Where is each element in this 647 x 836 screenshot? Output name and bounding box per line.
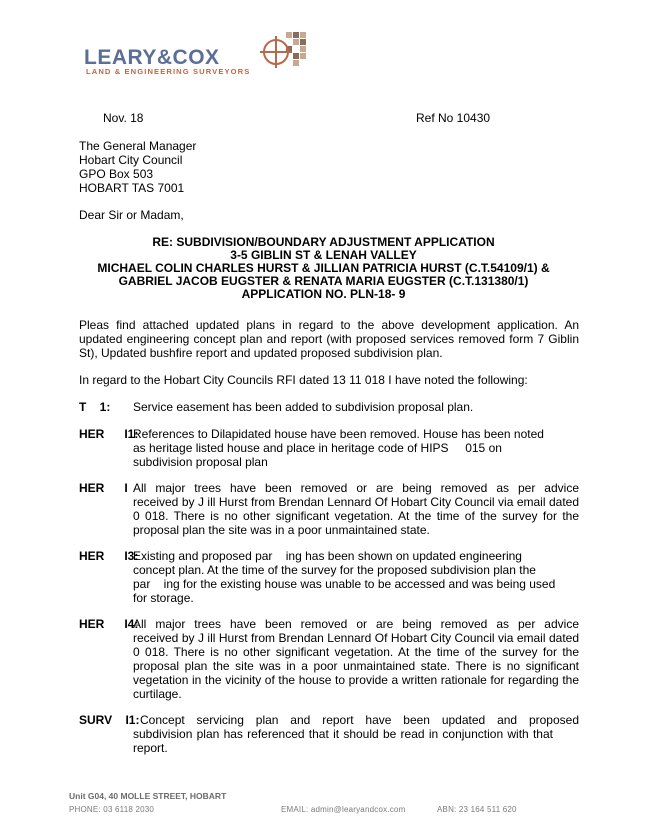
subject-line: APPLICATION NO. PLN-18- 9 [241,287,406,301]
item-text: Concept servicing plan and report have been updated and proposed [140,713,579,727]
item-code: HER I1: [79,427,139,441]
item-text: All major trees have been removed or are being removed as per advice [133,617,579,631]
item-text: All major trees have been removed or are being removed as per advice [133,481,579,495]
subject-line: 3-5 GIBLIN ST & LENAH VALLEY [230,248,417,262]
item-code: HER I [79,481,128,495]
logo-wordmark: LEARY&COX [84,46,220,69]
salutation: Dear Sir or Madam, [79,208,184,222]
recipient-line: The General Manager [79,139,197,153]
recipient-line: GPO Box 503 [79,167,154,181]
rfi-paragraph: In regard to the Hobart City Councils RFI dated 13 11 018 I have noted the following: [79,373,528,387]
intro-paragraph: Pleas find attached updated plans in regard to the above development application. An updated engineering concept plan and report (with proposed services removed form 7 Giblin St), Updated bushfire report and updated proposed subdivision plan. [79,318,579,360]
item-code: T 1: [79,400,111,414]
item-text: References to Dilapidated house have been removed. House has been noted as heritage listed house and place in heritage code of HIPS 015 on subdivision proposal plan [133,427,544,469]
subject-line: MICHAEL COLIN CHARLES HURST & JILLIAN PATRICIA HURST (C.T.54109/1) & [97,261,550,275]
item-code: HER I3: [79,549,139,563]
footer-address: Unit G04, 40 MOLLE STREET, HOBART [69,791,227,801]
item-text: Existing and proposed par ing has been shown on updated engineering concept plan. At the time of the survey for the proposed subdivision plan the par ing for the existing house was unable to be accessed and was being used for storage. [133,549,556,605]
crosshair-grid-icon [252,30,312,72]
subject-line: RE: SUBDIVISION/BOUNDARY ADJUSTMENT APPLICATION [152,235,495,249]
item-text: subdivision plan has referenced that it should be read in conjunction with that report. [133,727,553,755]
reference-number: Ref No 10430 [416,111,491,125]
company-logo [84,30,309,80]
item-text: received by J ill Hurst from Brendan Lennard Of Hobart City Council via email dated 0 018. There is no other significant vegetation. At the time of the survey for the proposal plan the site was in a poor unmaintained state. There is no significant vegetation in the vicinity of the house to provide a written rationale for regarding the curtilage. [133,631,579,701]
item-text: received by J ill Hurst from Brendan Lennard Of Hobart City Council via email dated 0 018. There is no other significant vegetation. At the time of the survey for the proposal plan the site was in a poor unmaintained state. [133,495,579,537]
footer-abn: ABN: 23 164 511 620 [437,805,517,814]
footer-phone: PHONE: 03 6118 2030 [69,805,155,814]
recipient-line: HOBART TAS 7001 [79,181,185,195]
item-text: Service easement has been added to subdivision proposal plan. [133,400,474,414]
letter-date: Nov. 18 [103,111,144,125]
item-code: SURV I1: [79,713,140,727]
footer-email: EMAIL: admin@learyandcox.com [281,805,406,814]
subject-line: GABRIEL JACOB EUGSTER & RENATA MARIA EUGSTER (C.T.131380/1) [118,274,529,288]
item-code: HER I4: [79,617,139,631]
recipient-line: Hobart City Council [79,153,183,167]
logo-tagline: LAND & ENGINEERING SURVEYORS [86,67,251,76]
